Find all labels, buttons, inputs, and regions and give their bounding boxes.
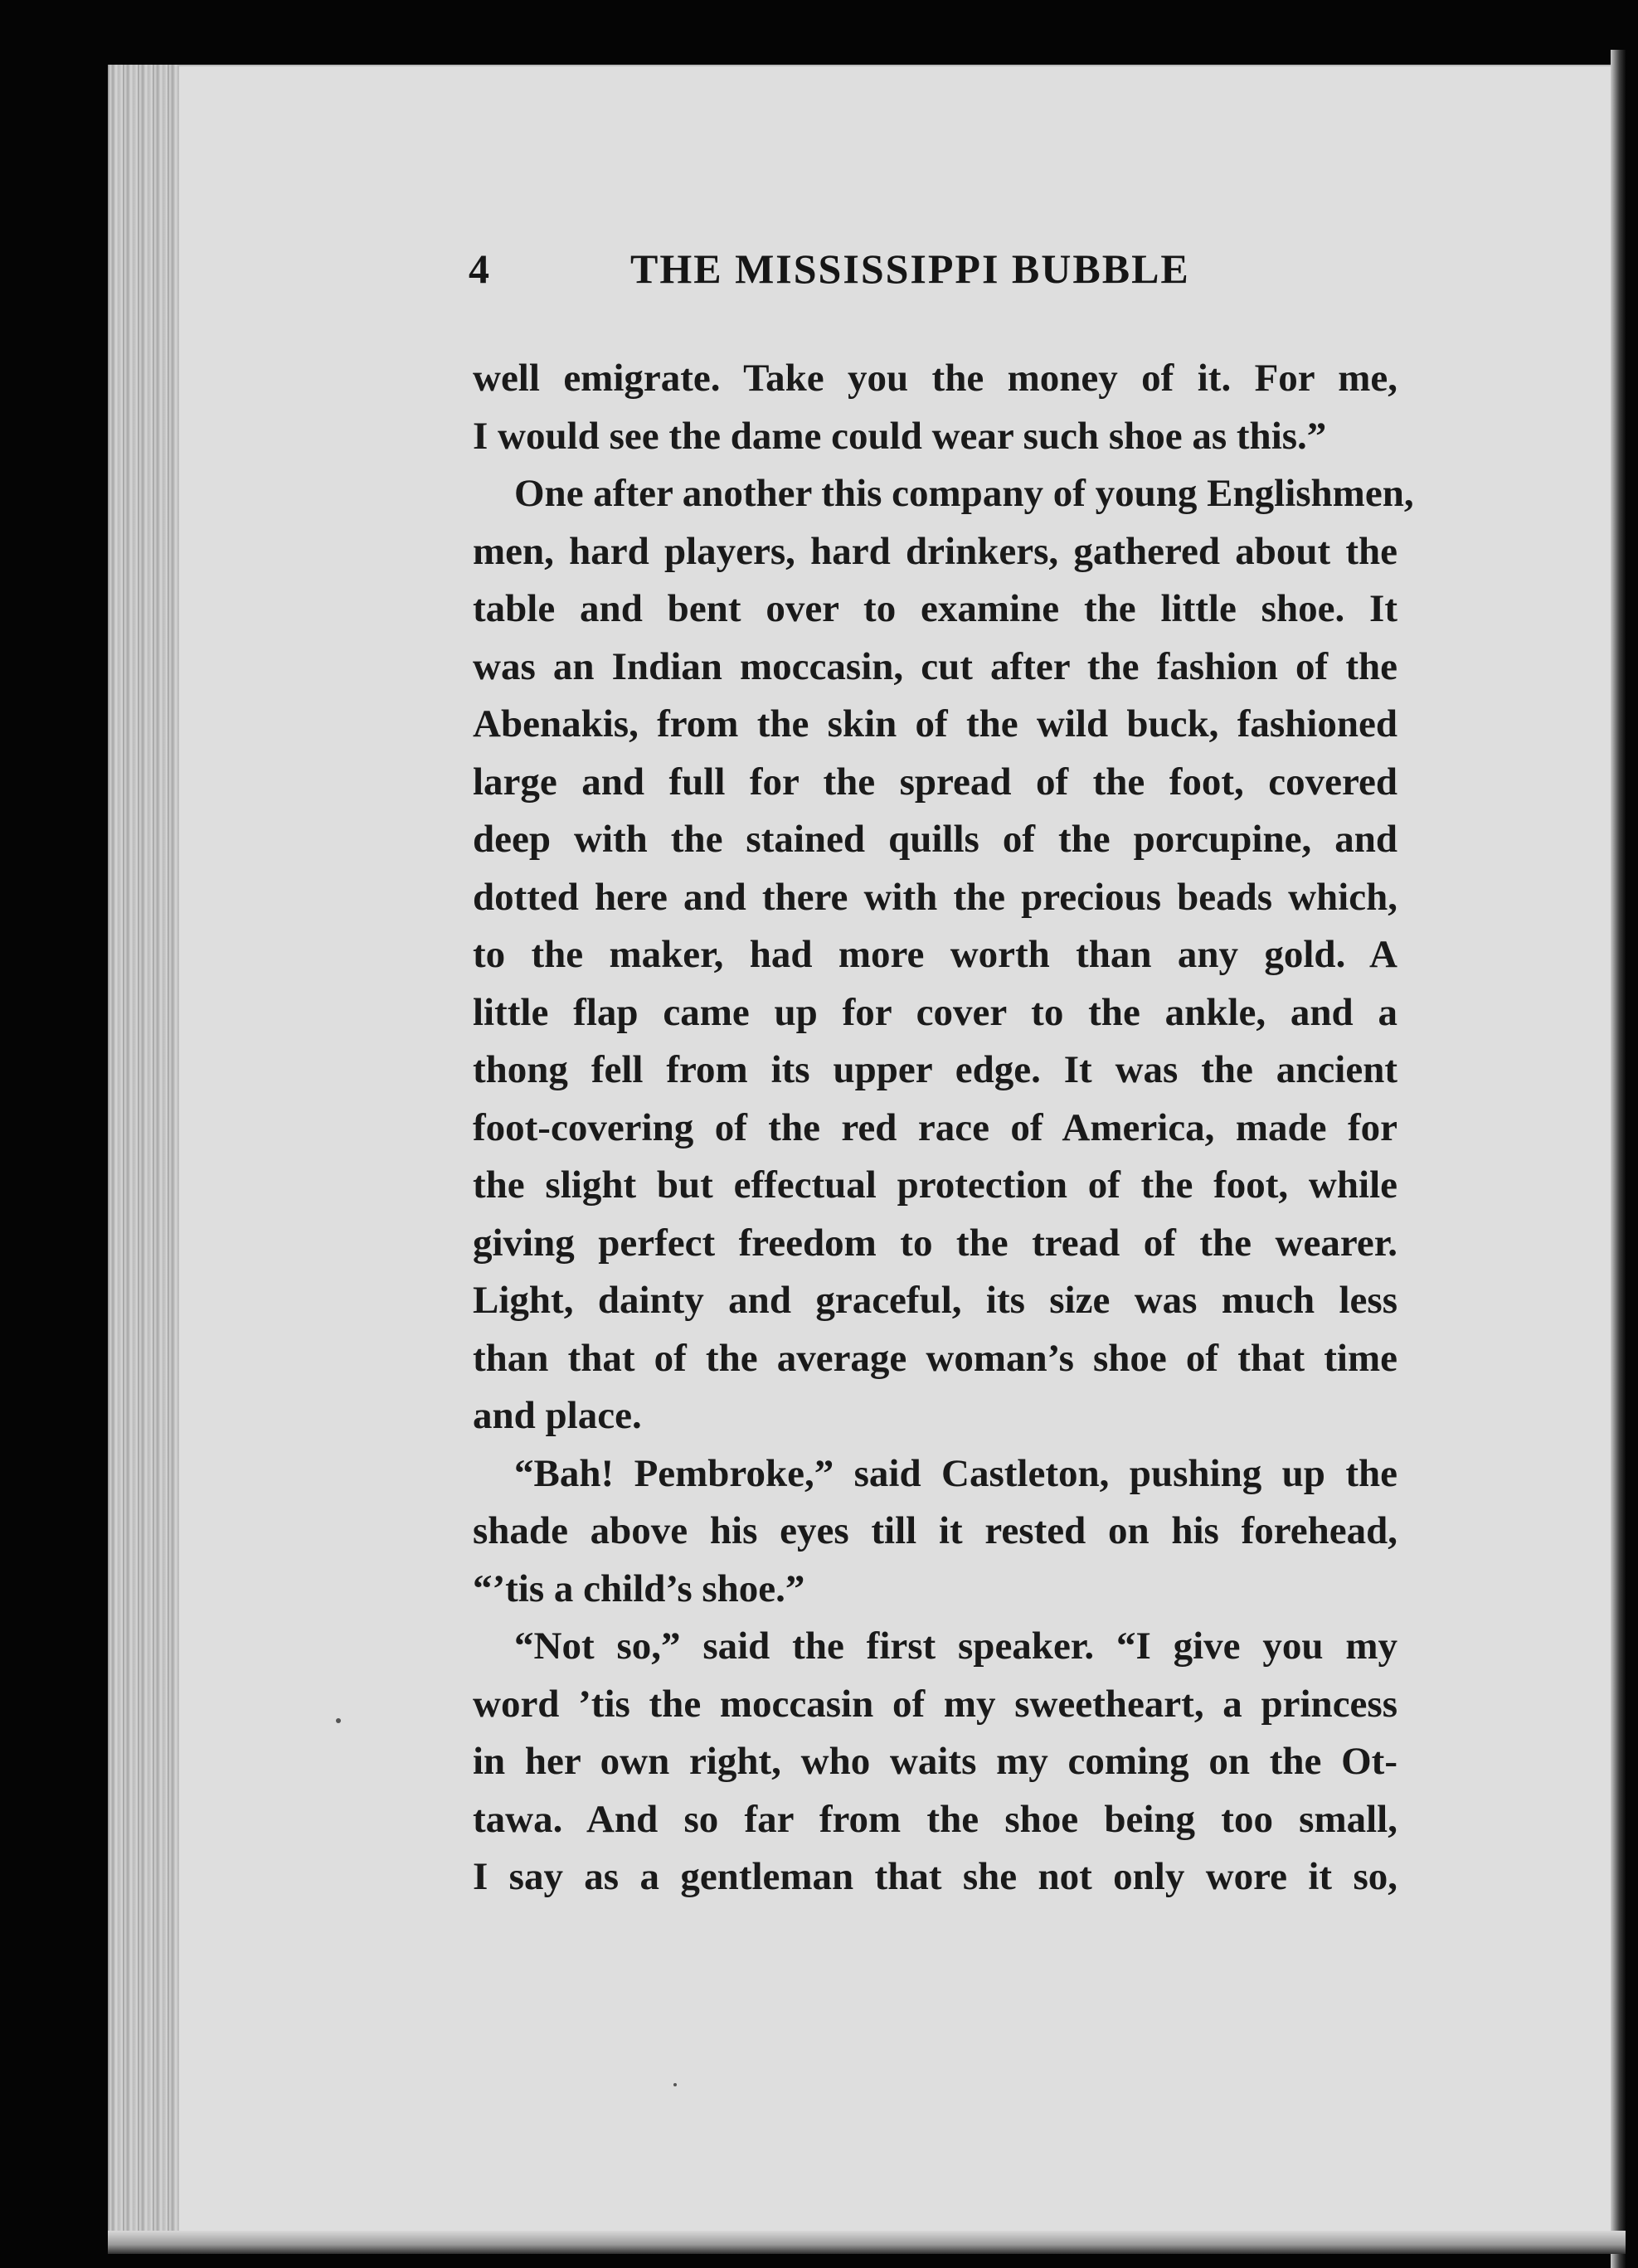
- page-number: 4: [469, 245, 490, 292]
- text-line: little flap came up for cover to the ankle, and a: [473, 990, 1397, 1034]
- text-line: word ’tis the moccasin of my sweetheart, a princess: [473, 1682, 1397, 1726]
- running-header: [469, 245, 1397, 311]
- text-line: giving perfect freedom to the tread of the wearer.: [473, 1221, 1397, 1265]
- text-line: I say as a gentleman that she not only wore it so,: [473, 1855, 1397, 1898]
- body-text: [473, 350, 1414, 1906]
- text-line: the slight but effectual protection of the foot, while: [473, 1163, 1397, 1207]
- dust-speck: [336, 1718, 341, 1723]
- text-line: than that of the average woman’s shoe of that time: [473, 1336, 1397, 1380]
- text-line: table and bent over to examine the little shoe. It: [473, 587, 1397, 630]
- text-line: “Bah! Pembroke,” said Castleton, pushing up the: [514, 1451, 1397, 1495]
- text-line: and place.: [473, 1394, 642, 1437]
- text-line: to the maker, had more worth than any gold. A: [473, 933, 1397, 976]
- text-line: dotted here and there with the precious beads which,: [473, 875, 1397, 919]
- dust-speck: [673, 2083, 677, 2086]
- page-bottom-edge: [108, 2231, 1626, 2254]
- text-line: was an Indian moccasin, cut after the fashion of the: [473, 644, 1397, 688]
- text-line: well emigrate. Take you the money of it. For me,: [473, 357, 1397, 400]
- page-right-edge: [1611, 50, 1626, 2268]
- text-line: in her own right, who waits my coming on the Ot-: [473, 1740, 1397, 1783]
- text-line: Abenakis, from the skin of the wild buck, fashioned: [473, 702, 1397, 745]
- text-line: “’tis a child’s shoe.”: [473, 1566, 805, 1610]
- page-binding-edge: [108, 65, 179, 2254]
- text-line: shade above his eyes till it rested on his forehead,: [473, 1509, 1397, 1552]
- text-line: tawa. And so far from the shoe being too small,: [473, 1797, 1397, 1841]
- text-line: “Not so,” said the first speaker. “I give you my: [514, 1625, 1397, 1668]
- text-line: I would see the dame could wear such shoe as this.”: [473, 414, 1327, 458]
- text-line: One after another this company of young Englishmen,: [514, 472, 1414, 515]
- text-line: large and full for the spread of the foot, covered: [473, 760, 1397, 804]
- text-line: Light, dainty and graceful, its size was much less: [473, 1279, 1397, 1322]
- text-line: thong fell from its upper edge. It was the ancient: [473, 1048, 1397, 1091]
- text-line: men, hard players, hard drinkers, gathered about the: [473, 529, 1397, 573]
- text-line: deep with the stained quills of the porcupine, and: [473, 818, 1397, 861]
- text-line: foot-covering of the red race of America, made for: [473, 1105, 1397, 1149]
- running-title: THE MISSISSIPPI BUBBLE: [630, 245, 1190, 292]
